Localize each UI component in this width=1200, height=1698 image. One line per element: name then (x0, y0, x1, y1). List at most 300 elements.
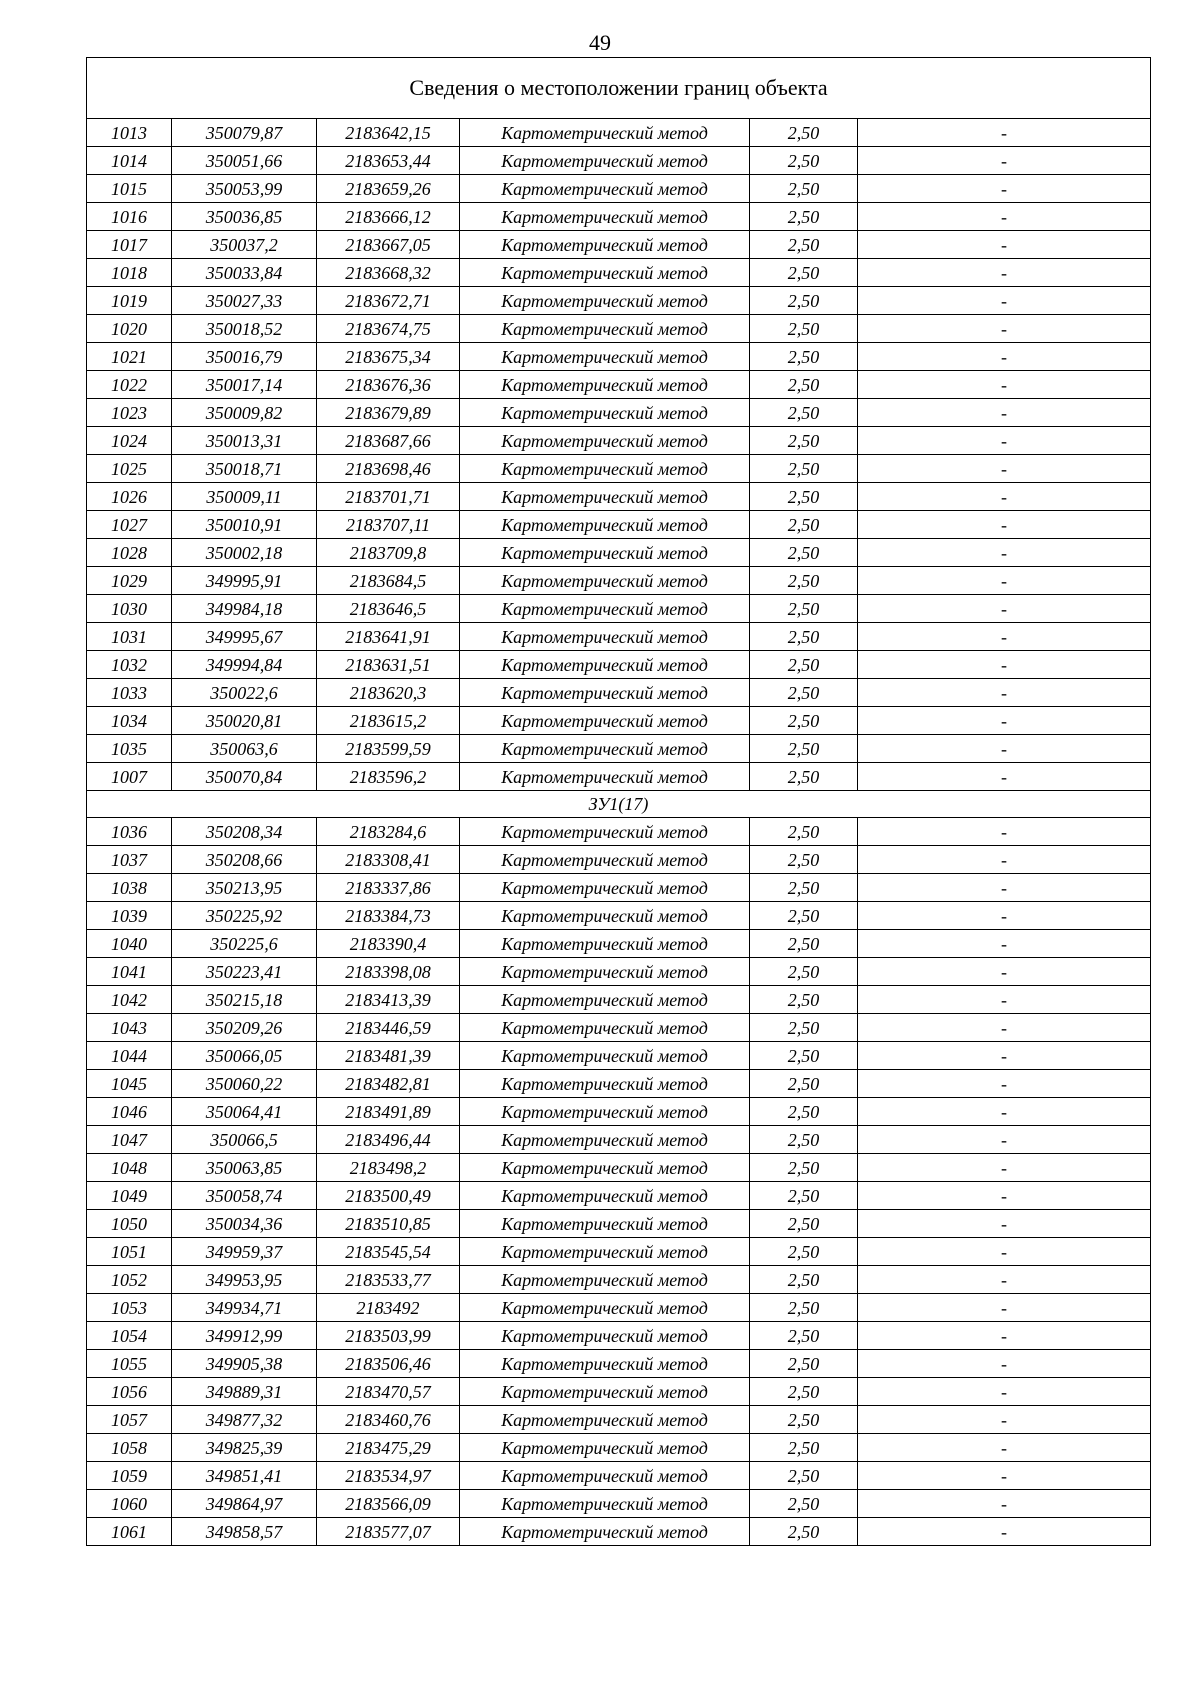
y-coordinate-cell: 2183390,4 (317, 930, 460, 958)
y-coordinate-cell: 2183475,29 (317, 1434, 460, 1462)
y-coordinate-cell: 2183701,71 (317, 483, 460, 511)
x-coordinate-cell: 350215,18 (172, 986, 317, 1014)
x-coordinate-cell: 349995,91 (172, 567, 317, 595)
y-coordinate-cell: 2183684,5 (317, 567, 460, 595)
description-cell: - (858, 1434, 1151, 1462)
point-number-cell: 1059 (87, 1462, 172, 1490)
method-cell: Картометрический метод (460, 930, 750, 958)
method-cell: Картометрический метод (460, 539, 750, 567)
point-number-cell: 1061 (87, 1518, 172, 1546)
description-cell: - (858, 1378, 1151, 1406)
x-coordinate-cell: 349953,95 (172, 1266, 317, 1294)
method-cell: Картометрический метод (460, 1322, 750, 1350)
description-cell: - (858, 1154, 1151, 1182)
y-coordinate-cell: 2183470,57 (317, 1378, 460, 1406)
accuracy-cell: 2,50 (750, 1462, 858, 1490)
point-number-cell: 1032 (87, 651, 172, 679)
point-number-cell: 1058 (87, 1434, 172, 1462)
point-number-cell: 1023 (87, 399, 172, 427)
description-cell: - (858, 1322, 1151, 1350)
accuracy-cell: 2,50 (750, 511, 858, 539)
point-number-cell: 1057 (87, 1406, 172, 1434)
point-number-cell: 1029 (87, 567, 172, 595)
description-cell: - (858, 231, 1151, 259)
x-coordinate-cell: 350063,6 (172, 735, 317, 763)
y-coordinate-cell: 2183615,2 (317, 707, 460, 735)
point-number-cell: 1053 (87, 1294, 172, 1322)
method-cell: Картометрический метод (460, 1434, 750, 1462)
method-cell: Картометрический метод (460, 231, 750, 259)
accuracy-cell: 2,50 (750, 259, 858, 287)
point-number-cell: 1040 (87, 930, 172, 958)
accuracy-cell: 2,50 (750, 371, 858, 399)
method-cell: Картометрический метод (460, 1238, 750, 1266)
x-coordinate-cell: 350066,05 (172, 1042, 317, 1070)
description-cell: - (858, 1070, 1151, 1098)
method-cell: Картометрический метод (460, 651, 750, 679)
accuracy-cell: 2,50 (750, 818, 858, 846)
table-row (87, 371, 1151, 399)
point-number-cell: 1018 (87, 259, 172, 287)
accuracy-cell: 2,50 (750, 1154, 858, 1182)
x-coordinate-cell: 350022,6 (172, 679, 317, 707)
description-cell: - (858, 539, 1151, 567)
accuracy-cell: 2,50 (750, 623, 858, 651)
point-number-cell: 1030 (87, 595, 172, 623)
accuracy-cell: 2,50 (750, 1014, 858, 1042)
table-row (87, 1126, 1151, 1154)
y-coordinate-cell: 2183672,71 (317, 287, 460, 315)
accuracy-cell: 2,50 (750, 1294, 858, 1322)
y-coordinate-cell: 2183398,08 (317, 958, 460, 986)
y-coordinate-cell: 2183676,36 (317, 371, 460, 399)
point-number-cell: 1021 (87, 343, 172, 371)
point-number-cell: 1031 (87, 623, 172, 651)
point-number-cell: 1034 (87, 707, 172, 735)
point-number-cell: 1047 (87, 1126, 172, 1154)
table-row (87, 511, 1151, 539)
accuracy-cell: 2,50 (750, 595, 858, 623)
method-cell: Картометрический метод (460, 1378, 750, 1406)
table-row (87, 846, 1151, 874)
method-cell: Картометрический метод (460, 1294, 750, 1322)
description-cell: - (858, 287, 1151, 315)
x-coordinate-cell: 350223,41 (172, 958, 317, 986)
x-coordinate-cell: 350213,95 (172, 874, 317, 902)
method-cell: Картометрический метод (460, 902, 750, 930)
accuracy-cell: 2,50 (750, 343, 858, 371)
description-cell: - (858, 679, 1151, 707)
x-coordinate-cell: 350010,91 (172, 511, 317, 539)
x-coordinate-cell: 350070,84 (172, 763, 317, 791)
method-cell: Картометрический метод (460, 958, 750, 986)
table-row (87, 1154, 1151, 1182)
method-cell: Картометрический метод (460, 371, 750, 399)
boundary-coordinates-table (86, 57, 1151, 1546)
table-row (87, 735, 1151, 763)
point-number-cell: 1013 (87, 119, 172, 147)
method-cell: Картометрический метод (460, 1210, 750, 1238)
table-row (87, 175, 1151, 203)
y-coordinate-cell: 2183506,46 (317, 1350, 460, 1378)
accuracy-cell: 2,50 (750, 1238, 858, 1266)
table-row (87, 595, 1151, 623)
y-coordinate-cell: 2183653,44 (317, 147, 460, 175)
point-number-cell: 1027 (87, 511, 172, 539)
description-cell: - (858, 986, 1151, 1014)
description-cell: - (858, 1042, 1151, 1070)
method-cell: Картометрический метод (460, 1154, 750, 1182)
method-cell: Картометрический метод (460, 1042, 750, 1070)
table-row (87, 986, 1151, 1014)
point-number-cell: 1045 (87, 1070, 172, 1098)
accuracy-cell: 2,50 (750, 930, 858, 958)
table-row (87, 567, 1151, 595)
x-coordinate-cell: 350017,14 (172, 371, 317, 399)
method-cell: Картометрический метод (460, 343, 750, 371)
y-coordinate-cell: 2183460,76 (317, 1406, 460, 1434)
y-coordinate-cell: 2183503,99 (317, 1322, 460, 1350)
table-row (87, 930, 1151, 958)
point-number-cell: 1022 (87, 371, 172, 399)
method-cell: Картометрический метод (460, 315, 750, 343)
accuracy-cell: 2,50 (750, 846, 858, 874)
x-coordinate-cell: 350225,6 (172, 930, 317, 958)
method-cell: Картометрический метод (460, 567, 750, 595)
method-cell: Картометрический метод (460, 1406, 750, 1434)
accuracy-cell: 2,50 (750, 735, 858, 763)
x-coordinate-cell: 349994,84 (172, 651, 317, 679)
accuracy-cell: 2,50 (750, 1182, 858, 1210)
point-number-cell: 1037 (87, 846, 172, 874)
accuracy-cell: 2,50 (750, 1490, 858, 1518)
description-cell: - (858, 399, 1151, 427)
table-row (87, 763, 1151, 791)
x-coordinate-cell: 350009,82 (172, 399, 317, 427)
description-cell: - (858, 1406, 1151, 1434)
description-cell: - (858, 707, 1151, 735)
table-row (87, 1266, 1151, 1294)
x-coordinate-cell: 350033,84 (172, 259, 317, 287)
method-cell: Картометрический метод (460, 818, 750, 846)
y-coordinate-cell: 2183491,89 (317, 1098, 460, 1126)
accuracy-cell: 2,50 (750, 707, 858, 735)
description-cell: - (858, 483, 1151, 511)
method-cell: Картометрический метод (460, 1098, 750, 1126)
table-row (87, 483, 1151, 511)
accuracy-cell: 2,50 (750, 874, 858, 902)
y-coordinate-cell: 2183498,2 (317, 1154, 460, 1182)
y-coordinate-cell: 2183384,73 (317, 902, 460, 930)
x-coordinate-cell: 350060,22 (172, 1070, 317, 1098)
point-number-cell: 1035 (87, 735, 172, 763)
accuracy-cell: 2,50 (750, 1126, 858, 1154)
method-cell: Картометрический метод (460, 874, 750, 902)
x-coordinate-cell: 350209,26 (172, 1014, 317, 1042)
x-coordinate-cell: 349984,18 (172, 595, 317, 623)
x-coordinate-cell: 350064,41 (172, 1098, 317, 1126)
point-number-cell: 1051 (87, 1238, 172, 1266)
table-row (87, 455, 1151, 483)
description-cell: - (858, 1350, 1151, 1378)
description-cell: - (858, 1490, 1151, 1518)
method-cell: Картометрический метод (460, 175, 750, 203)
method-cell: Картометрический метод (460, 1490, 750, 1518)
method-cell: Картометрический метод (460, 1462, 750, 1490)
x-coordinate-cell: 350208,34 (172, 818, 317, 846)
table-row (87, 315, 1151, 343)
description-cell: - (858, 763, 1151, 791)
point-number-cell: 1014 (87, 147, 172, 175)
y-coordinate-cell: 2183687,66 (317, 427, 460, 455)
table-row (87, 707, 1151, 735)
y-coordinate-cell: 2183641,91 (317, 623, 460, 651)
x-coordinate-cell: 350002,18 (172, 539, 317, 567)
method-cell: Картометрический метод (460, 287, 750, 315)
method-cell: Картометрический метод (460, 986, 750, 1014)
y-coordinate-cell: 2183666,12 (317, 203, 460, 231)
y-coordinate-cell: 2183308,41 (317, 846, 460, 874)
point-number-cell: 1050 (87, 1210, 172, 1238)
y-coordinate-cell: 2183698,46 (317, 455, 460, 483)
accuracy-cell: 2,50 (750, 203, 858, 231)
x-coordinate-cell: 349995,67 (172, 623, 317, 651)
accuracy-cell: 2,50 (750, 1406, 858, 1434)
point-number-cell: 1039 (87, 902, 172, 930)
description-cell: - (858, 315, 1151, 343)
point-number-cell: 1044 (87, 1042, 172, 1070)
table-row (87, 1322, 1151, 1350)
point-number-cell: 1042 (87, 986, 172, 1014)
y-coordinate-cell: 2183709,8 (317, 539, 460, 567)
accuracy-cell: 2,50 (750, 1434, 858, 1462)
description-cell: - (858, 623, 1151, 651)
y-coordinate-cell: 2183596,2 (317, 763, 460, 791)
accuracy-cell: 2,50 (750, 986, 858, 1014)
table-row (87, 1378, 1151, 1406)
table-row (87, 231, 1151, 259)
accuracy-cell: 2,50 (750, 1070, 858, 1098)
x-coordinate-cell: 350027,33 (172, 287, 317, 315)
section-header-row (87, 791, 1151, 818)
point-number-cell: 1007 (87, 763, 172, 791)
point-number-cell: 1056 (87, 1378, 172, 1406)
accuracy-cell: 2,50 (750, 455, 858, 483)
accuracy-cell: 2,50 (750, 287, 858, 315)
description-cell: - (858, 1266, 1151, 1294)
description-cell: - (858, 651, 1151, 679)
method-cell: Картометрический метод (460, 511, 750, 539)
description-cell: - (858, 175, 1151, 203)
x-coordinate-cell: 350225,92 (172, 902, 317, 930)
description-cell: - (858, 147, 1151, 175)
x-coordinate-cell: 350208,66 (172, 846, 317, 874)
x-coordinate-cell: 350079,87 (172, 119, 317, 147)
x-coordinate-cell: 349959,37 (172, 1238, 317, 1266)
y-coordinate-cell: 2183496,44 (317, 1126, 460, 1154)
x-coordinate-cell: 349877,32 (172, 1406, 317, 1434)
table-row (87, 119, 1151, 147)
point-number-cell: 1025 (87, 455, 172, 483)
point-number-cell: 1055 (87, 1350, 172, 1378)
x-coordinate-cell: 349864,97 (172, 1490, 317, 1518)
accuracy-cell: 2,50 (750, 567, 858, 595)
table-row (87, 623, 1151, 651)
y-coordinate-cell: 2183492 (317, 1294, 460, 1322)
method-cell: Картометрический метод (460, 1266, 750, 1294)
point-number-cell: 1024 (87, 427, 172, 455)
y-coordinate-cell: 2183620,3 (317, 679, 460, 707)
table-row (87, 902, 1151, 930)
accuracy-cell: 2,50 (750, 1322, 858, 1350)
description-cell: - (858, 595, 1151, 623)
table-row (87, 1406, 1151, 1434)
table-row (87, 1210, 1151, 1238)
point-number-cell: 1020 (87, 315, 172, 343)
y-coordinate-cell: 2183674,75 (317, 315, 460, 343)
table-row (87, 259, 1151, 287)
accuracy-cell: 2,50 (750, 119, 858, 147)
y-coordinate-cell: 2183599,59 (317, 735, 460, 763)
accuracy-cell: 2,50 (750, 427, 858, 455)
table-row (87, 399, 1151, 427)
description-cell: - (858, 846, 1151, 874)
x-coordinate-cell: 349905,38 (172, 1350, 317, 1378)
description-cell: - (858, 1182, 1151, 1210)
y-coordinate-cell: 2183284,6 (317, 818, 460, 846)
table-row (87, 1294, 1151, 1322)
description-cell: - (858, 203, 1151, 231)
description-cell: - (858, 1014, 1151, 1042)
description-cell: - (858, 119, 1151, 147)
y-coordinate-cell: 2183566,09 (317, 1490, 460, 1518)
table-row (87, 287, 1151, 315)
method-cell: Картометрический метод (460, 1014, 750, 1042)
accuracy-cell: 2,50 (750, 1518, 858, 1546)
description-cell: - (858, 567, 1151, 595)
accuracy-cell: 2,50 (750, 1042, 858, 1070)
method-cell: Картометрический метод (460, 1070, 750, 1098)
point-number-cell: 1016 (87, 203, 172, 231)
description-cell: - (858, 818, 1151, 846)
y-coordinate-cell: 2183413,39 (317, 986, 460, 1014)
method-cell: Картометрический метод (460, 623, 750, 651)
description-cell: - (858, 874, 1151, 902)
table-row (87, 1350, 1151, 1378)
table-row (87, 651, 1151, 679)
description-cell: - (858, 902, 1151, 930)
x-coordinate-cell: 349825,39 (172, 1434, 317, 1462)
accuracy-cell: 2,50 (750, 147, 858, 175)
x-coordinate-cell: 350053,99 (172, 175, 317, 203)
method-cell: Картометрический метод (460, 399, 750, 427)
description-cell: - (858, 1518, 1151, 1546)
table-title-row (87, 58, 1151, 119)
method-cell: Картометрический метод (460, 203, 750, 231)
table-row (87, 958, 1151, 986)
point-number-cell: 1033 (87, 679, 172, 707)
point-number-cell: 1046 (87, 1098, 172, 1126)
y-coordinate-cell: 2183337,86 (317, 874, 460, 902)
method-cell: Картометрический метод (460, 735, 750, 763)
y-coordinate-cell: 2183500,49 (317, 1182, 460, 1210)
y-coordinate-cell: 2183482,81 (317, 1070, 460, 1098)
x-coordinate-cell: 350051,66 (172, 147, 317, 175)
y-coordinate-cell: 2183679,89 (317, 399, 460, 427)
point-number-cell: 1038 (87, 874, 172, 902)
point-number-cell: 1017 (87, 231, 172, 259)
method-cell: Картометрический метод (460, 846, 750, 874)
accuracy-cell: 2,50 (750, 1266, 858, 1294)
description-cell: - (858, 511, 1151, 539)
table-row (87, 539, 1151, 567)
method-cell: Картометрический метод (460, 1518, 750, 1546)
accuracy-cell: 2,50 (750, 231, 858, 259)
x-coordinate-cell: 349858,57 (172, 1518, 317, 1546)
point-number-cell: 1041 (87, 958, 172, 986)
accuracy-cell: 2,50 (750, 1098, 858, 1126)
method-cell: Картометрический метод (460, 119, 750, 147)
description-cell: - (858, 1294, 1151, 1322)
table-row (87, 1490, 1151, 1518)
description-cell: - (858, 1462, 1151, 1490)
table-body (87, 58, 1151, 1546)
y-coordinate-cell: 2183675,34 (317, 343, 460, 371)
table-row (87, 818, 1151, 846)
point-number-cell: 1015 (87, 175, 172, 203)
x-coordinate-cell: 349889,31 (172, 1378, 317, 1406)
y-coordinate-cell: 2183631,51 (317, 651, 460, 679)
point-number-cell: 1026 (87, 483, 172, 511)
description-cell: - (858, 455, 1151, 483)
table-row (87, 147, 1151, 175)
table-row (87, 1182, 1151, 1210)
y-coordinate-cell: 2183533,77 (317, 1266, 460, 1294)
table-row (87, 343, 1151, 371)
method-cell: Картометрический метод (460, 259, 750, 287)
table-row (87, 1042, 1151, 1070)
x-coordinate-cell: 350063,85 (172, 1154, 317, 1182)
point-number-cell: 1043 (87, 1014, 172, 1042)
point-number-cell: 1048 (87, 1154, 172, 1182)
point-number-cell: 1019 (87, 287, 172, 315)
accuracy-cell: 2,50 (750, 679, 858, 707)
method-cell: Картометрический метод (460, 147, 750, 175)
point-number-cell: 1052 (87, 1266, 172, 1294)
table-row (87, 1238, 1151, 1266)
accuracy-cell: 2,50 (750, 175, 858, 203)
table-row (87, 203, 1151, 231)
description-cell: - (858, 343, 1151, 371)
accuracy-cell: 2,50 (750, 539, 858, 567)
x-coordinate-cell: 350016,79 (172, 343, 317, 371)
method-cell: Картометрический метод (460, 427, 750, 455)
point-number-cell: 1049 (87, 1182, 172, 1210)
y-coordinate-cell: 2183577,07 (317, 1518, 460, 1546)
method-cell: Картометрический метод (460, 707, 750, 735)
x-coordinate-cell: 350018,52 (172, 315, 317, 343)
description-cell: - (858, 1098, 1151, 1126)
x-coordinate-cell: 349912,99 (172, 1322, 317, 1350)
y-coordinate-cell: 2183659,26 (317, 175, 460, 203)
y-coordinate-cell: 2183642,15 (317, 119, 460, 147)
y-coordinate-cell: 2183668,32 (317, 259, 460, 287)
x-coordinate-cell: 350037,2 (172, 231, 317, 259)
method-cell: Картометрический метод (460, 679, 750, 707)
table-row (87, 1434, 1151, 1462)
x-coordinate-cell: 350058,74 (172, 1182, 317, 1210)
y-coordinate-cell: 2183481,39 (317, 1042, 460, 1070)
